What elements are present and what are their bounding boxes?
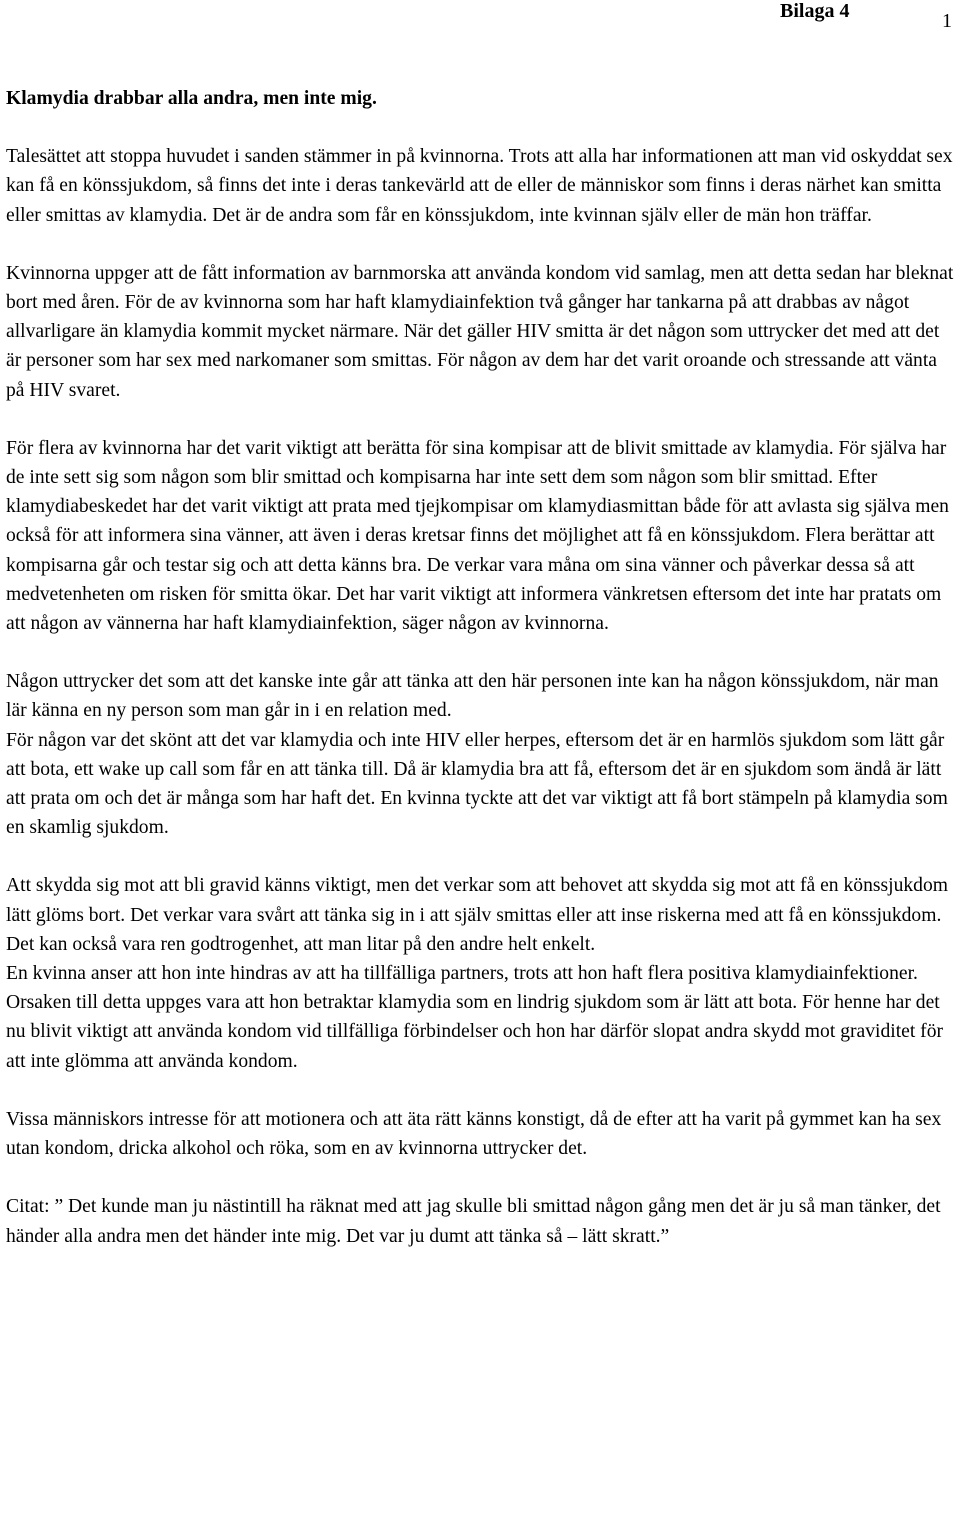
paragraph: Att skydda sig mot att bli gravid känns viktigt, men det verkar som att behovet att skydda sig mot att få en könssjukdom lätt glöms bort. Det verkar vara svårt att tänka sig in i att själv smittas eller att inse riskerna med att få en könssjukdom. Det kan också vara ren godtrogenhet, att man litar på den andre helt enkelt. (6, 875, 948, 955)
paragraph: Kvinnorna uppger att de fått information av barnmorska att använda kondom vid samlag, men att detta sedan har bleknat bort med åren. För de av kvinnorna som har haft klamydiainfektion två gånger har tankarna på att drabbas av något allvarligare än klamydia kommit mycket närmare. När det gäller HIV smitta är det någon som uttrycker det med att det är personer som har sex med narkomaner som smittas. För någon av dem har det varit oroande och stressande att vänta på HIV svaret. (6, 262, 954, 401)
quote-paragraph: Citat: ” Det kunde man ju nästintill ha räknat med att jag skulle bli smittad någon gång men det är ju så man tänker, det händer alla andra men det händer inte mig. Det var ju dumt att tänka så – lätt skratt.” (6, 1196, 941, 1247)
paragraph: För flera av kvinnorna har det varit viktigt att berätta för sina kompisar att de blivit smittade av klamydia. För själva har de inte sett sig som någon som blir smittad och kompisarna har inte sett dem som någon som blir smittad. Efter klamydiabeskedet har det varit viktigt att prata med tjejkompisar om klamydiasmittan både för att avlasta sig själva men också för att informera sina vänner, att även i deras kretsar finns det möjlighet att få en könssjukdom. Flera berättar att kompisarna går och testar sig och att detta känns bra. De verkar vara måna om sina vänner och påverkar dessa så att medvetenheten om risken för smitta ökar. Det har varit viktigt att informera vänkretsen eftersom det inte har pratats om att någon av vännerna har haft klamydiainfektion, säger någon av kvinnorna. (6, 437, 949, 635)
paragraph: Någon uttrycker det som att det kanske inte går att tänka att den här personen inte kan ha någon könssjukdom, när man lär känna en ny person som man går in i en relation med. (6, 671, 939, 722)
paragraph: Vissa människors intresse för att motionera och att äta rätt känns konstigt, då de efter att ha varit på gymmet kan ha sex utan kondom, dricka alkohol och röka, som en av kvinnorna uttrycker det. (6, 1108, 942, 1160)
paragraph: För någon var det skönt att det var klamydia och inte HIV eller herpes, eftersom det är en harmlös sjukdom som lätt går att bota, ett wake up call som får en att tänka till. Då är klamydia bra att få, eftersom det är en sjukdom som ändå är lätt att prata om och det är många som har haft det. En kvinna tyckte att det var viktigt att få bort stämpeln på klamydia som en skamlig sjukdom. (6, 729, 948, 839)
appendix-label: Bilaga 4 (780, 0, 850, 22)
document-body (6, 84, 959, 1251)
section-title: Klamydia drabbar alla andra, men inte mig. (6, 88, 377, 109)
paragraph: En kvinna anser att hon inte hindras av att ha tillfälliga partners, trots att hon haft flera positiva klamydiainfektioner. Orsaken till detta uppges vara att hon betraktar klamydia som en lindrig sjukdom som är lätt att bota. För henne har det nu blivit viktigt att använda kondom vid tillfälliga förbindelser och hon har därför slopat andra skydd mot graviditet för att inte glömma att använda kondom. (6, 963, 944, 1072)
page-number: 1 (942, 10, 952, 32)
paragraph: Talesättet att stoppa huvudet i sanden stämmer in på kvinnorna. Trots att alla har informationen att man vid oskyddat sex kan få en könssjukdom, så finns det inte i deras tankevärld att de eller de människor som finns i deras närhet kan smitta eller smittas av klamydia. Det är de andra som får en könssjukdom, inte kvinnan själv eller de män hon träffar. (6, 146, 953, 226)
